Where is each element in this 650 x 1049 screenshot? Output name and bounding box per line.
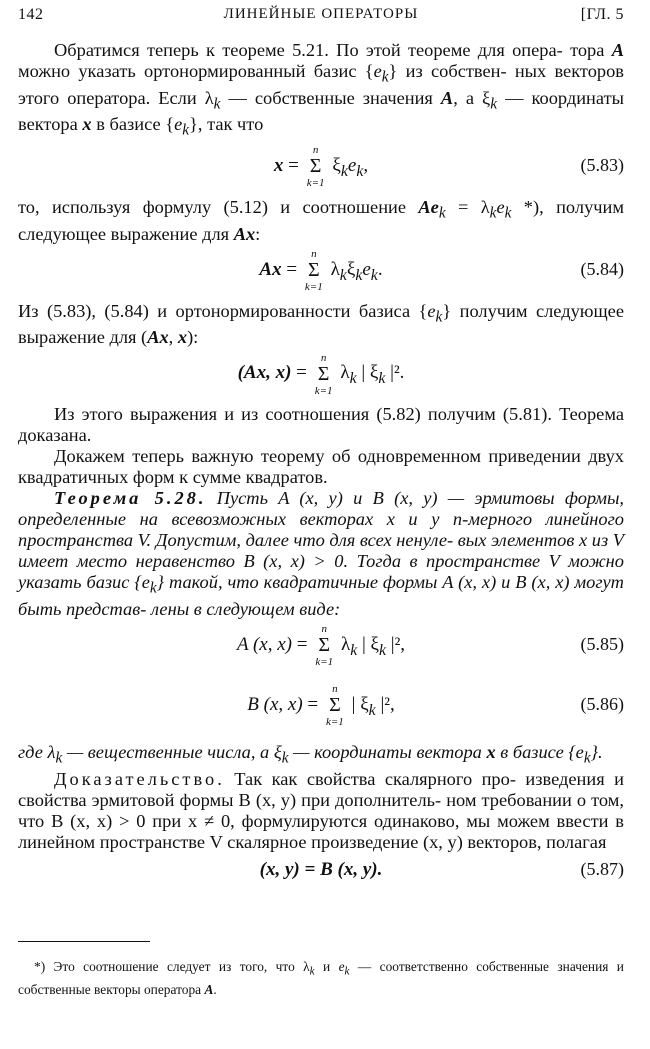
running-title: ЛИНЕЙНЫЕ ОПЕРАТОРЫ: [223, 6, 419, 22]
summation-sign: n Σ k=1: [314, 351, 333, 397]
paragraph-proof: Доказательство. Так как свойства скалярного про- изведения и свойства эрмитовой формы B (x, y) при дополнитель- ном требовании о том, что B (x, x) > 0 при x ≠ 0, формулируются одинаково, мы можем ввести в линейном пространстве V скалярное произведение (x, y) векторов, полагая: [18, 768, 624, 852]
equation-5-85: A (x, x) = n Σ k=1 $\lambda_k$ | $\xi_k$ |², (5.85): [236, 623, 624, 669]
chapter-marker: [ГЛ. 5: [580, 6, 624, 23]
paragraph-orthonormality: Из (5.83), (5.84) и ортонормированности базиса $\{e_k\}$ получим следующее выражение для (Ax, x):: [18, 300, 624, 348]
summation-sign: n Σ k=1: [315, 623, 334, 669]
theorem-title: Теорема 5.28.: [54, 488, 207, 509]
summation-sign: n Σ k=1: [304, 247, 323, 293]
equation-number: (5.83): [580, 155, 624, 176]
equation-number: (5.85): [580, 634, 624, 655]
summation-sign: n Σ k=1: [325, 683, 344, 729]
footnote-rule: [18, 941, 150, 942]
equation-number: (5.84): [580, 258, 624, 279]
equation-5-87: (x, y) = B (x, y). (5.87): [259, 858, 624, 880]
paragraph-using-formula: то, используя формулу (5.12) и соотношение $Ae_k = \lambda_ke_k$ *), получим следующее выражение для Ax:: [18, 197, 624, 244]
proof-label: Доказательство.: [54, 768, 225, 789]
book-page: [18, 0, 624, 1049]
paragraph-proof-end: Из этого выражения и из соотношения (5.82) получим (5.81). Теорема доказана.: [18, 404, 624, 446]
equation-number: (5.86): [580, 694, 624, 715]
summation-sign: n Σ k=1: [306, 144, 325, 190]
equation-unnumbered: (Ax, x) = n Σ k=1 $\lambda_k$ | $\xi_k$ |².: [237, 351, 405, 397]
paragraph-where: где $\lambda_k$ — вещественные числа, а $\xi_k$ — координаты вектора x в базисе $\{e_k\}$.: [18, 742, 603, 767]
equation-5-83: x = n Σ k=1 $\xi_ke_k$, (5.83): [273, 144, 624, 190]
paragraph-new-theorem: Докажем теперь важную теорему об одновременном приведении двух квадратичных форм к сумме квадратов.: [18, 446, 624, 488]
page-number: 142: [18, 6, 44, 23]
equation-5-86: B (x, x) = n Σ k=1 | $\xi_k$ |², (5.86): [247, 683, 624, 729]
page-body: [18, 40, 624, 893]
running-head: [18, 6, 624, 28]
theorem-5-28: Теорема 5.28. Пусть A (x, y) и B (x, y) — эрмитовы формы, определенные на всевозможных векторах x и y n-мерного линейного пространства V. Допустим, далее что для всех ненуле- вых элементов x из V имеет место неравенство B (x, x) > 0. Тогда в пространстве V можно указать базис $\{e_k\}$ такой, что квадратичные формы A (x, x) и B (x, x) могут быть представ- лены в следующем виде:: [18, 488, 624, 620]
equation-5-84: Ax = n Σ k=1 $\lambda_k\xi_ke_k$. (5.84): [259, 247, 624, 293]
equation-number: (5.87): [580, 858, 624, 879]
paragraph-intro: Обратимся теперь к теореме 5.21. По этой теореме для опера- тора A можно указать ортонормированный базис $\{e_k\}$ из собствен- ных векторов этого оператора. Если $\lambda_k$ — собственные значения A, а $\xi_k$ — координаты вектора x в базисе $\{e_k\}$, так что: [18, 40, 624, 140]
footnote: *) Это соотношение следует из того, что $\lambda_k$ и $e_k$ — соответственно собственные значения и собственные векторы оператора A.: [18, 959, 624, 997]
